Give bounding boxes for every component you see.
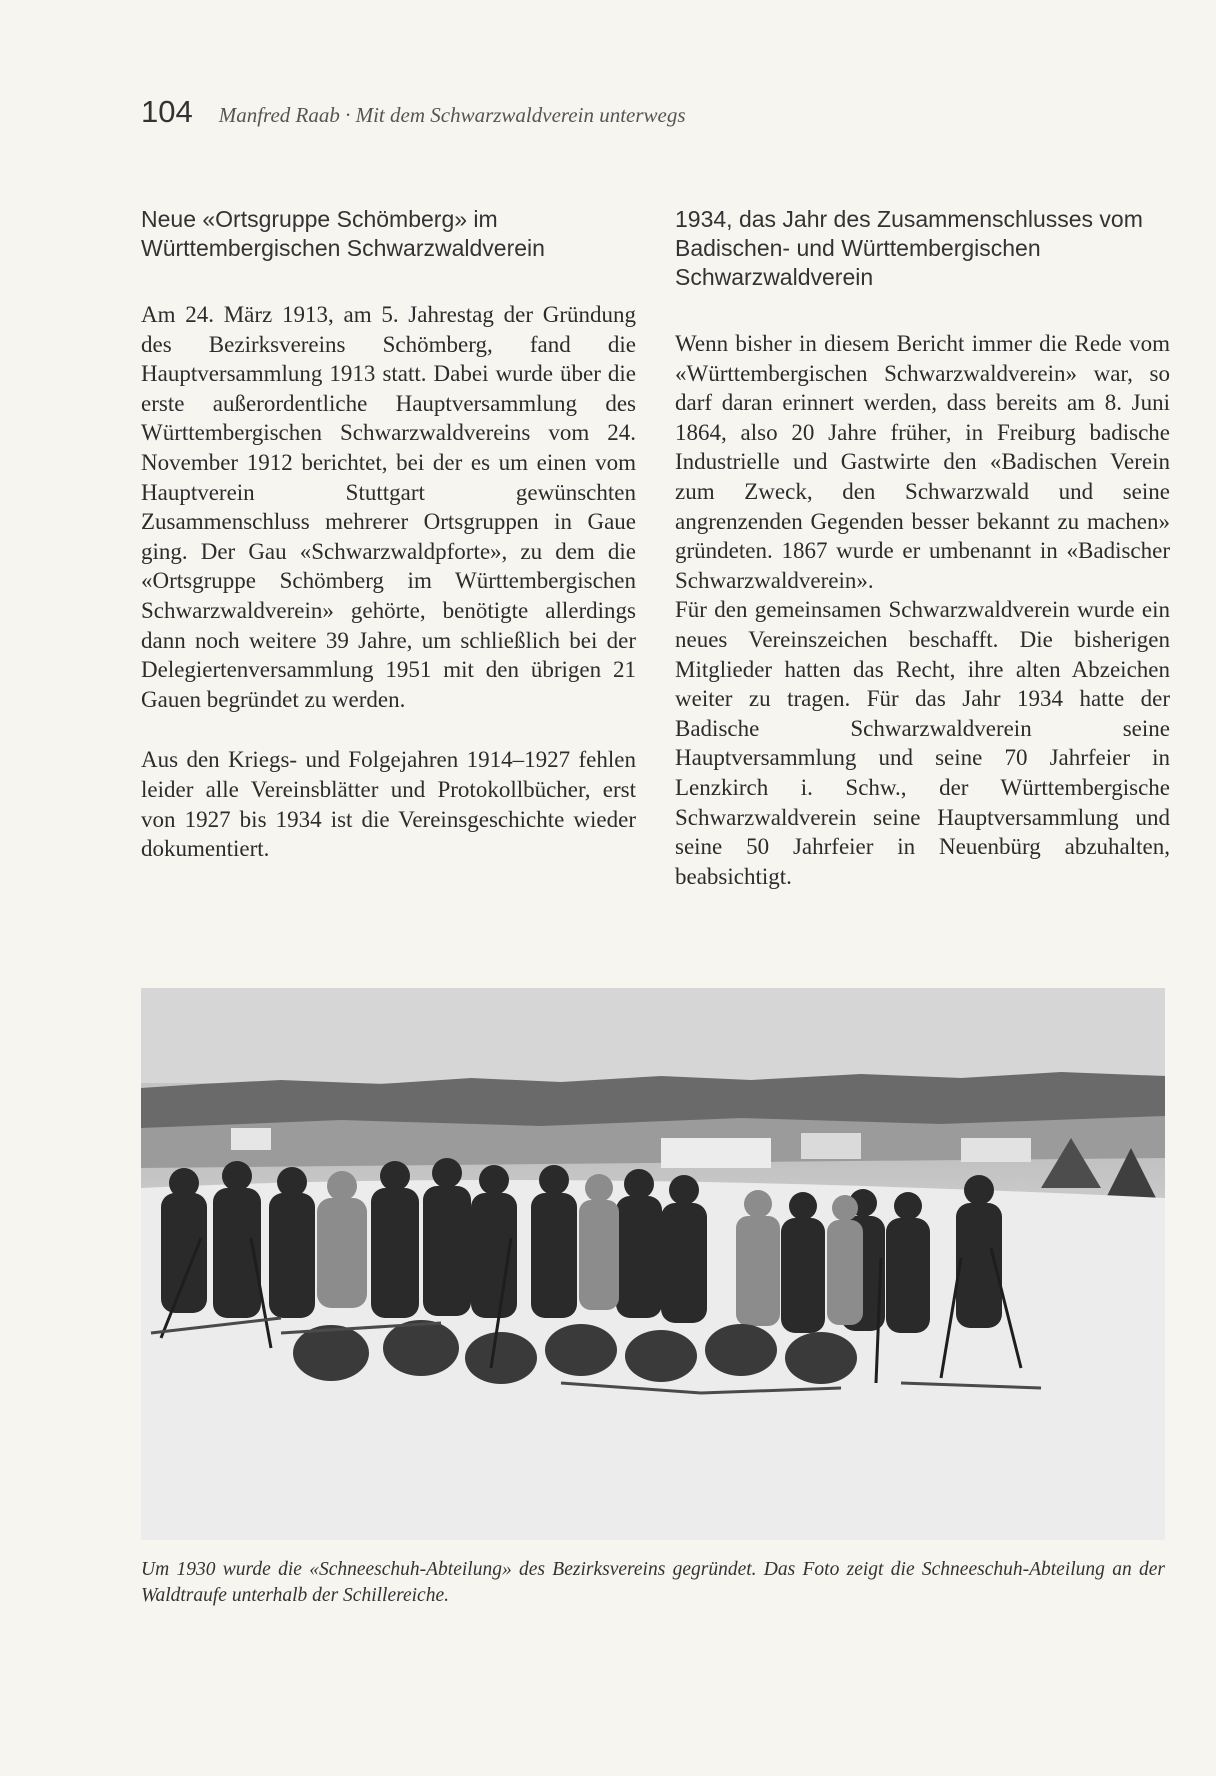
running-head: Manfred Raab · Mit dem Schwarzwaldverein unterwegs <box>218 103 686 127</box>
photo-caption: Um 1930 wurde die «Schneeschuh-Abteilung» des Bezirksvereins gegründet. Das Foto zeigt die Schneeschuh-Abteilung an der Waldtraufe unterhalb der Schillereiche. <box>141 1559 1165 1606</box>
running-header <box>141 94 1101 134</box>
left-column <box>141 205 636 864</box>
paragraph-left-1: Am 24. März 1913, am 5. Jahrestag der Gründung des Bezirksvereins Schömberg, fand die Hauptversammlung 1913 statt. Dabei wurde über die erste außerordentliche Hauptversammlung des Württembergischen Schwarzwaldvereins vom 24. November 1912 berichtet, bei der es um einen vom Hauptverein Stuttgart gewünschten Zusammenschluss mehrerer Ortsgruppen in Gaue ging. Der Gau «Schwarzwaldpforte», zu dem die «Ortsgruppe Schömberg im Württembergischen Schwarzwaldverein» gehörte, benötigte allerdings dann noch weitere 39 Jahre, um schließlich bei der Delegiertenversammlung 1951 mit den übrigen 21 Gauen begründet zu werden. <box>141 302 636 712</box>
photo-illustration <box>141 988 1165 1540</box>
paragraph-right-1: Wenn bisher in diesem Bericht immer die Rede vom «Württembergischen Schwarzwaldverein» war, so darf daran erinnert werden, dass bereits am 8. Juni 1864, also 20 Jahre früher, in Freiburg badische Industrielle und Gastwirte den «Badischen Verein zum Zweck, den Schwarzwald und seine angrenzenden Gegenden besser bekannt zu machen» gründeten. 1867 wurde er umbenannt in «Badischer Schwarzwaldverein». <box>675 331 1170 593</box>
right-column <box>675 205 1170 891</box>
page-number: 104 <box>141 94 193 129</box>
section-heading-ortsgruppe: Neue «Ortsgruppe Schömberg» im Württembergischen Schwarzwaldverein <box>141 206 545 261</box>
paragraph-left-2: Aus den Kriegs- und Folgejahren 1914–1927 fehlen leider alle Vereinsblätter und Protokollbücher, erst von 1927 bis 1934 ist die Vereinsgeschichte wieder dokumentiert. <box>141 747 636 862</box>
group-photo <box>141 988 1165 1540</box>
paragraph-right-2: Für den gemeinsamen Schwarzwaldverein wurde ein neues Vereinszeichen beschafft. Die bisherigen Mitglieder hatten das Recht, ihre alten Abzeichen weiter zu tragen. Für das Jahr 1934 hatte der Badische Schwarzwaldverein seine Hauptversammlung und seine 70 Jahrfeier in Lenzkirch i. Schw., der Württembergische Schwarzwaldverein seine Hauptversammlung und seine 50 Jahrfeier in Neuenbürg abzuhalten, beabsichtigt. <box>675 597 1170 889</box>
section-heading-1934: 1934, das Jahr des Zusammenschlusses vom Badischen- und Württembergischen Schwarzwaldverein <box>675 206 1143 290</box>
